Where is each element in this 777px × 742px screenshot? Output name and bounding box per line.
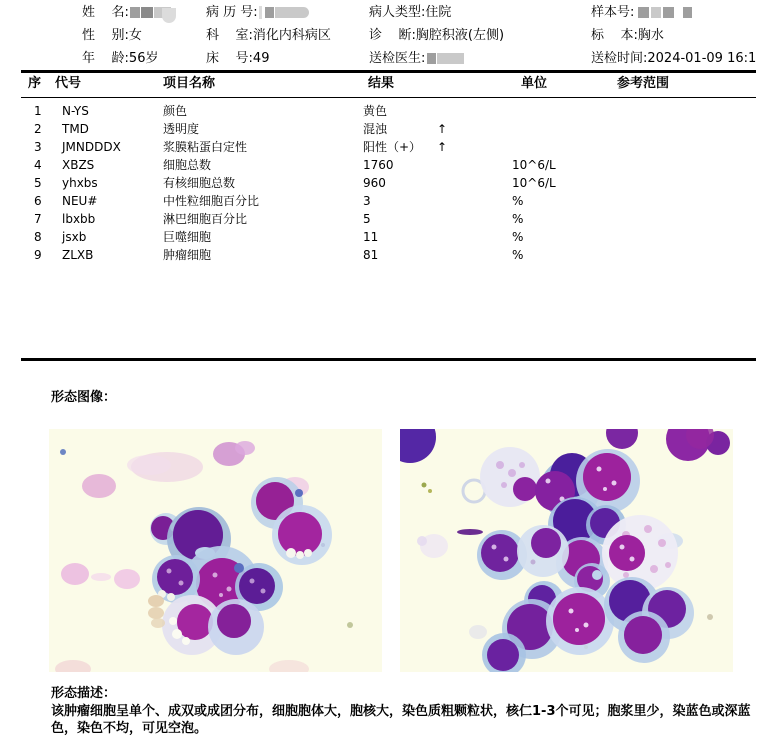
cell-result: 黄色 <box>363 104 388 118</box>
field-label: 诊 断: <box>369 28 416 43</box>
patient-header-row <box>0 1 777 24</box>
morphology-description-title: 形态描述： <box>51 686 117 701</box>
cell-unit: % <box>512 230 524 244</box>
cell-item-name: 巨噬细胞 <box>163 230 212 244</box>
cell-abnormal-flag: ↑ <box>437 140 448 154</box>
cell-unit: % <box>512 212 524 226</box>
field-label: 病 历 号: <box>206 5 258 20</box>
field-value: 49 <box>252 51 270 66</box>
cell-item-name: 颜色 <box>163 104 188 118</box>
cell-code: ZLXB <box>62 248 94 262</box>
cell-code: NEU# <box>62 194 98 208</box>
field-department <box>206 24 331 47</box>
table-row <box>0 192 777 210</box>
cell-item-name: 细胞总数 <box>163 158 212 172</box>
cell-item-name: 透明度 <box>163 122 200 136</box>
field-patient-type <box>369 1 451 24</box>
field-sample-number <box>591 1 692 24</box>
redaction-block <box>259 6 262 19</box>
field-value: 56岁 <box>128 51 159 66</box>
cell-result: 81 <box>363 248 379 262</box>
cell-code: lbxbb <box>62 212 96 226</box>
table-row <box>0 174 777 192</box>
field-value: 住院 <box>425 5 452 20</box>
table-header-row <box>0 74 777 94</box>
microscopy-image-right-graphic <box>400 429 733 672</box>
field-label: 送检医生: <box>369 51 426 66</box>
column-header-result: 结果 <box>368 76 395 91</box>
table-row <box>0 102 777 120</box>
section-divider-rule <box>21 358 756 361</box>
cell-code: N-YS <box>62 104 89 118</box>
field-diagnosis <box>369 24 504 47</box>
field-medical-record-number <box>206 1 309 24</box>
cell-result: 3 <box>363 194 371 208</box>
cell-result: 960 <box>363 176 386 190</box>
cell-code: TMD <box>62 122 89 136</box>
column-header-code: 代号 <box>55 76 82 91</box>
table-row <box>0 138 777 156</box>
cell-code: XBZS <box>62 158 95 172</box>
cell-item-name: 中性粒细胞百分比 <box>163 194 260 208</box>
morphology-description-text: 该肿瘤细胞呈单个、成双或成团分布，细胞胞体大，胞核大，染色质粗颗粒状，核仁1-3个可见；胞浆里少，染蓝色或深蓝色，染色不均，可见空泡。 <box>51 704 751 736</box>
field-age <box>82 47 158 70</box>
cell-sequence: 5 <box>34 176 42 190</box>
table-body <box>0 102 777 264</box>
patient-header-row <box>0 47 777 70</box>
table-row <box>0 228 777 246</box>
microscopy-image-right[interactable] <box>400 429 733 672</box>
cell-sequence: 7 <box>34 212 42 226</box>
column-header-reference: 参考范围 <box>617 76 670 91</box>
cell-item-name: 淋巴细胞百分比 <box>163 212 248 226</box>
table-row <box>0 246 777 264</box>
microscopy-image-row <box>0 429 777 672</box>
field-label: 科 室: <box>206 28 253 43</box>
field-requesting-doctor <box>369 47 464 70</box>
cell-sequence: 8 <box>34 230 42 244</box>
cell-code: JMNDDDX <box>62 140 121 154</box>
field-label: 年 龄: <box>82 51 129 66</box>
field-collection-time <box>591 47 756 70</box>
cell-code: jsxb <box>62 230 87 244</box>
cell-item-name: 浆膜粘蛋白定性 <box>163 140 248 154</box>
field-value: 胸水 <box>637 28 664 43</box>
redaction-block <box>437 53 464 64</box>
redaction-block <box>427 53 436 64</box>
redaction-block <box>130 7 140 18</box>
cell-item-name: 肿瘤细胞 <box>163 248 212 262</box>
table-row <box>0 156 777 174</box>
cell-unit: 10^6/L <box>512 158 556 172</box>
redaction-block <box>275 7 309 18</box>
cell-sequence: 9 <box>34 248 42 262</box>
field-value: 2024-01-09 16:1 <box>647 51 757 66</box>
field-value: 女 <box>128 28 142 43</box>
field-bed-number <box>206 47 269 70</box>
field-value: 胸腔积液(左侧) <box>415 28 505 43</box>
table-row <box>0 120 777 138</box>
cell-sequence: 2 <box>34 122 42 136</box>
redaction-block <box>162 8 176 23</box>
cell-sequence: 3 <box>34 140 42 154</box>
microscopy-image-left[interactable] <box>49 429 382 672</box>
patient-header <box>0 0 777 70</box>
redaction-block <box>663 7 674 18</box>
cell-result: 5 <box>363 212 371 226</box>
header-divider-rule <box>21 70 756 73</box>
cell-result: 混浊 <box>363 122 388 136</box>
field-label: 送检时间: <box>591 51 648 66</box>
column-header-item-name: 项目名称 <box>163 76 216 91</box>
table-row <box>0 210 777 228</box>
cell-result: 阳性（+） <box>363 140 422 154</box>
cell-sequence: 4 <box>34 158 42 172</box>
patient-header-row <box>0 24 777 47</box>
redaction-block <box>638 7 649 18</box>
morphology-images-title: 形态图像： <box>51 390 117 405</box>
table-header-divider-rule <box>21 97 756 98</box>
column-header-sequence: 序 <box>28 76 42 91</box>
cell-unit: 10^6/L <box>512 176 556 190</box>
cell-abnormal-flag: ↑ <box>437 122 448 136</box>
cell-unit: % <box>512 194 524 208</box>
field-specimen <box>591 24 664 47</box>
redaction-block <box>683 7 692 18</box>
field-label: 性 别: <box>82 28 129 43</box>
field-patient-name <box>82 1 176 24</box>
field-gender <box>82 24 142 47</box>
cell-sequence: 1 <box>34 104 42 118</box>
cell-result: 11 <box>363 230 379 244</box>
field-value: 消化内科病区 <box>252 28 331 43</box>
redaction-block <box>265 7 274 18</box>
redaction-block <box>141 7 153 18</box>
cell-code: yhxbs <box>62 176 98 190</box>
cell-unit: % <box>512 248 524 262</box>
field-label: 标 本: <box>591 28 638 43</box>
field-label: 样本号: <box>591 5 635 20</box>
column-header-unit: 单位 <box>521 76 548 91</box>
field-label: 床 号: <box>206 51 253 66</box>
cell-item-name: 有核细胞总数 <box>163 176 236 190</box>
microscopy-image-left-graphic <box>49 429 382 672</box>
cell-sequence: 6 <box>34 194 42 208</box>
field-label: 病人类型: <box>369 5 426 20</box>
field-label: 姓 名: <box>82 5 129 20</box>
redaction-block <box>651 7 661 18</box>
cell-result: 1760 <box>363 158 394 172</box>
